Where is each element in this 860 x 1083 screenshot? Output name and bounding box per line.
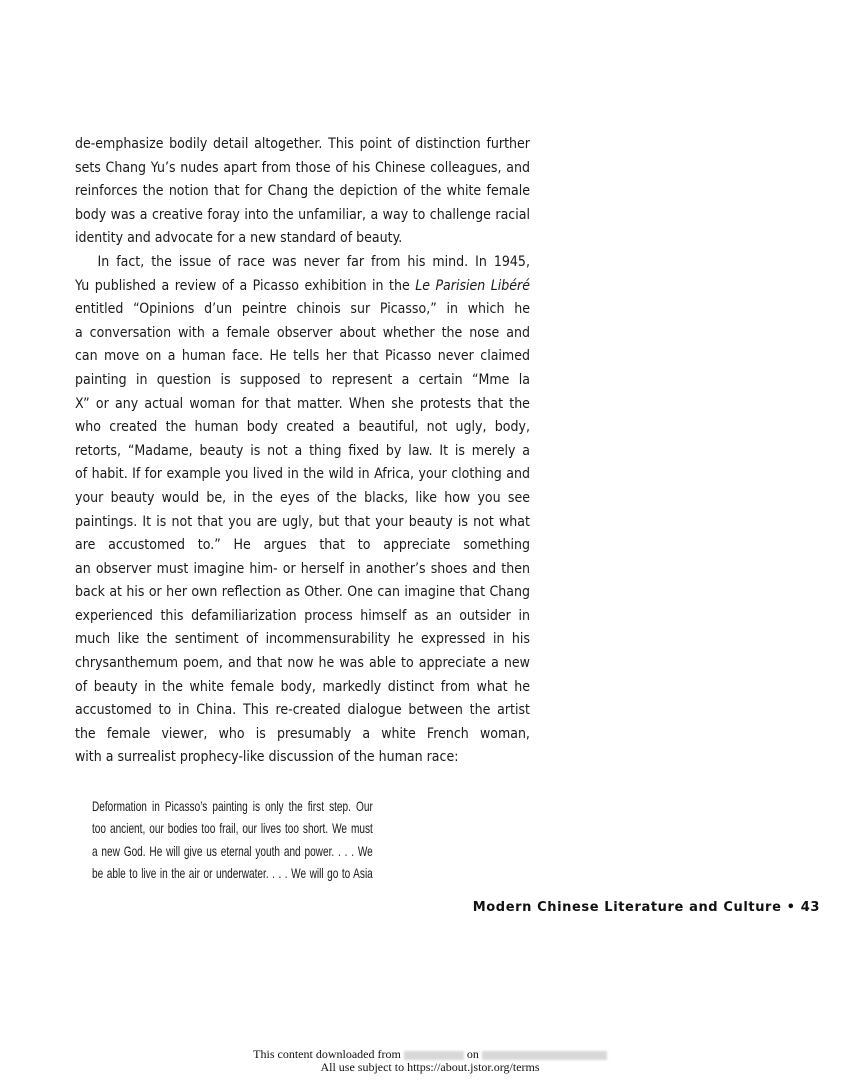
text-line: an observer must imagine him- or herself in another’s shoes and then (75, 560, 530, 577)
quote-line: be able to live in the air or underwater. . . . We will go to Asia (92, 864, 373, 881)
text-line: retorts, “Madame, beauty is not a thing fixed by law. It is merely a (75, 442, 530, 459)
terms-notice: All use subject to https://about.jstor.org/terms (320, 1060, 540, 1074)
text-line: chrysanthemum poem, and that now he was able to appreciate a new (75, 655, 530, 672)
main-text (75, 133, 530, 770)
text-line: identity and advocate for a new standard of beauty. (75, 230, 403, 247)
text-line: much like the sentiment of incommensurability he expressed in his (75, 631, 530, 648)
text-line: are accustomed to.” He argues that to appreciate something (75, 537, 530, 554)
text-line: In fact, the issue of race was never far from his mind. In 1945, (97, 253, 530, 270)
block-quote (92, 795, 373, 884)
paragraph (75, 133, 530, 251)
text-line: with a surrealist prophecy-like discussion of the human race: (75, 749, 459, 766)
text-line: accustomed to in China. This re-created dialogue between the artist (75, 702, 530, 719)
text-line: X” or any actual woman for that matter. When she protests that the (75, 395, 530, 412)
text-line: de-emphasize bodily detail altogether. This point of distinction further (75, 136, 530, 152)
separator-bullet: • (786, 900, 796, 915)
page-number: 43 (800, 900, 820, 915)
running-footer (473, 900, 820, 915)
text-line: a conversation with a female observer about whether the nose and (75, 324, 530, 341)
jstor-notice (0, 1048, 860, 1074)
text-line: reinforces the notion that for Chang the depiction of the white female (75, 183, 530, 200)
journal-title: Modern Chinese Literature and Culture (472, 900, 782, 915)
text-line: the female viewer, who is presumably a white French woman, (75, 725, 530, 742)
download-notice: This content downloaded from (253, 1047, 401, 1061)
text-line: your beauty would be, in the eyes of the blacks, like how you see (75, 489, 530, 506)
text-line: of beauty in the white female body, markedly distinct from what he (75, 678, 530, 695)
text-line: back at his or her own reflection as Other. One can imagine that Chang (75, 584, 530, 601)
text-line: painting in question is supposed to represent a certain “Mme la (75, 371, 530, 388)
text-line: who created the human body created a beautiful, not ugly, body, (75, 419, 530, 436)
redacted-date (482, 1051, 607, 1060)
text-line: Yu published a review of a Picasso exhibition in the Le Parisien Libéré (75, 277, 530, 294)
text-line: experienced this defamiliarization process himself as an outsider in (75, 607, 530, 624)
paragraph (75, 251, 530, 770)
text-line: entitled “Opinions d’un peintre chinois sur Picasso,” in which he (75, 301, 530, 318)
quote-line: Deformation in Picasso’s painting is only the first step. Our (92, 798, 373, 814)
quote-line: a new God. He will give us eternal youth and power. . . . We (92, 842, 373, 859)
text-line: paintings. It is not that you are ugly, but that your beauty is not what (75, 513, 530, 530)
redacted-ip (404, 1051, 464, 1060)
quote-line: too ancient, our bodies too frail, our lives too short. We must (92, 820, 373, 837)
text-line: can move on a human face. He tells her that Picasso never claimed (75, 348, 530, 365)
text-line: body was a creative foray into the unfamiliar, a way to challenge racial (75, 206, 530, 223)
text-line: of habit. If for example you lived in the wild in Africa, your clothing and (75, 466, 530, 483)
on-text: on (466, 1047, 479, 1061)
text-line: sets Chang Yu’s nudes apart from those of his Chinese colleagues, and (75, 159, 530, 176)
